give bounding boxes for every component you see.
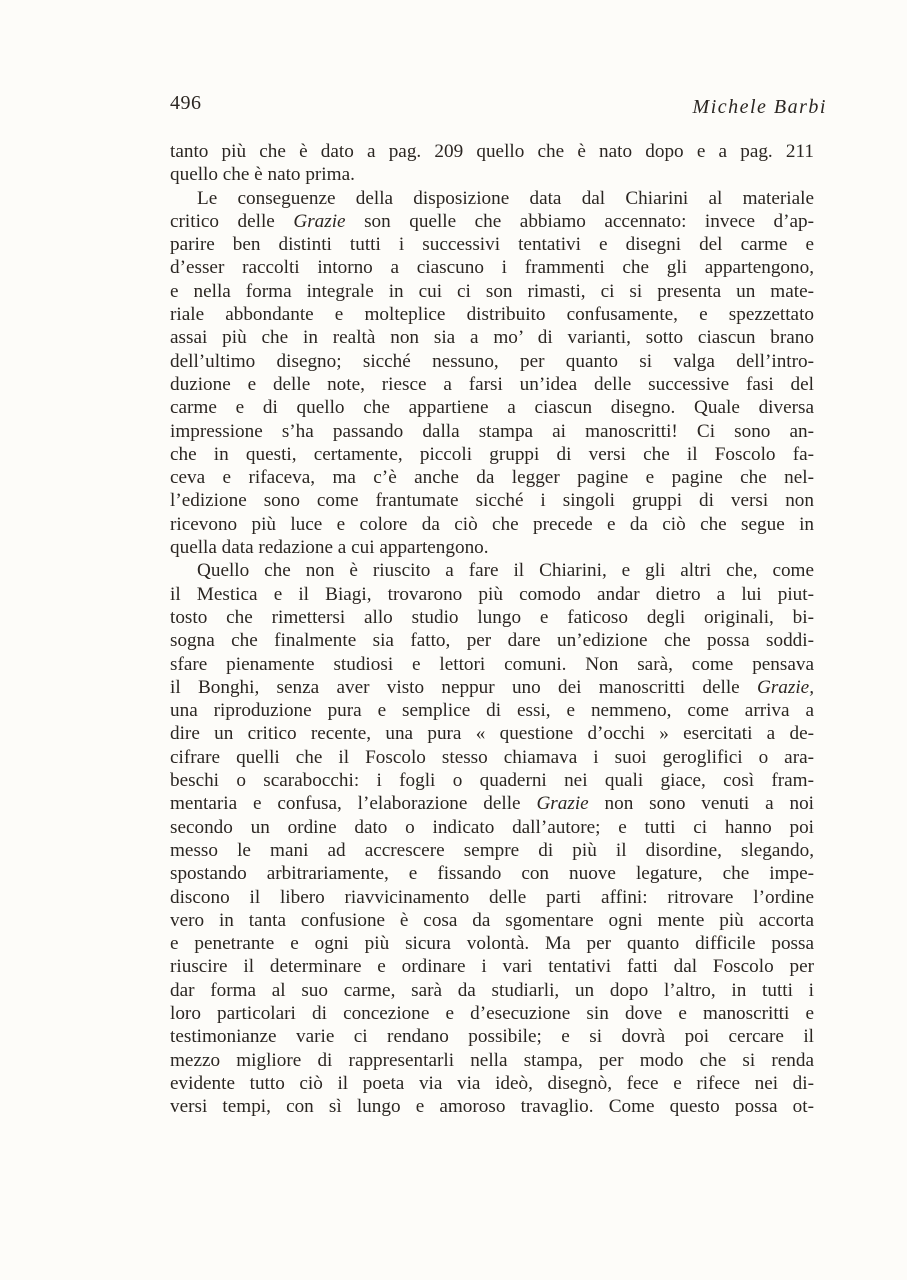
text-segment: duzione e delle note, riesce a farsi un’idea delle successive fasi del — [170, 373, 814, 395]
text-segment: tosto che rimettersi allo studio lungo e faticoso degli originali, bi- — [170, 606, 814, 628]
text-segment: Quello che non è riuscito a fare il Chiarini, e gli altri che, come — [197, 560, 814, 582]
text-line — [170, 1025, 814, 1048]
text-segment: ceva e rifaceva, ma c’è anche da legger pagine e pagine che nel- — [170, 467, 814, 489]
text-line — [170, 746, 814, 769]
text-segment: cifrare quelli che il Foscolo stesso chiamava i suoi geroglifici o ara- — [170, 746, 814, 768]
text-line — [170, 769, 814, 792]
text-segment: ricevono più luce e colore da ciò che precede e da ciò che segue in — [170, 513, 814, 535]
text-segment: evidente tutto ciò il poeta via via ideò, disegnò, fece e rifece nei di- — [170, 1072, 814, 1094]
text-segment: beschi o scarabocchi: i fogli o quaderni nei quali giace, così fram- — [170, 770, 814, 792]
text-segment: spostando arbitrariamente, e fissando con nuove legature, che impe- — [170, 863, 814, 885]
text-line — [170, 536, 814, 559]
page-number: 496 — [170, 92, 202, 114]
text-segment: vero in tanta confusione è cosa da sgomentare ogni mente più accorta — [170, 909, 814, 931]
text-segment: dire un critico recente, una pura « questione d’occhi » esercitati a de- — [170, 723, 814, 745]
text-segment: assai più che in realtà non sia a mo’ di varianti, sotto ciascun brano — [170, 327, 814, 349]
text-line — [170, 466, 814, 489]
text-segment: dar forma al suo carme, sarà da studiarli, un dopo l’altro, in tutti i — [170, 979, 814, 1001]
text-line — [170, 653, 814, 676]
text-segment: testimonianze varie ci rendano possibile; e si dovrà poi cercare il — [170, 1026, 814, 1048]
text-segment: messo le mani ad accrescere sempre di più il disordine, slegando, — [170, 839, 814, 861]
text-segment: dell’ultimo disegno; sicché nessuno, per quanto si valga dell’intro- — [170, 350, 814, 372]
text-line — [170, 886, 814, 909]
text-line — [170, 1095, 814, 1118]
text-line — [170, 792, 814, 815]
text-line — [170, 326, 814, 349]
text-segment: riale abbondante e molteplice distribuito confusamente, e spezzettato — [170, 304, 814, 326]
text-segment: tanto più che è dato a pag. 209 quello che è nato dopo e a pag. 211 — [170, 141, 814, 162]
italic-title: Grazie — [536, 793, 589, 815]
text-segment: e penetrante e ogni più sicura volontà. Ma per quanto difficile possa — [170, 933, 814, 955]
text-segment: non sono venuti a noi — [588, 793, 814, 815]
text-segment: mentaria e confusa, l’elaborazione delle — [170, 793, 537, 815]
text-line — [170, 420, 814, 443]
text-line — [170, 699, 814, 722]
text-segment: discono il libero riavvicinamento delle parti affini: ritrovare l’ordine — [170, 886, 814, 908]
text-line — [170, 280, 814, 303]
text-line — [170, 839, 814, 862]
text-line — [170, 1049, 814, 1072]
text-line — [170, 443, 814, 466]
text-segment: una riproduzione pura e semplice di essi, e nemmeno, come arriva a — [170, 700, 814, 722]
text-segment: versi tempi, con sì lungo e amoroso travaglio. Come questo possa ot- — [170, 1096, 814, 1118]
text-line — [170, 373, 814, 396]
text-segment: d’esser raccolti intorno a ciascuno i frammenti che gli appartengono, — [170, 257, 814, 279]
text-line — [170, 303, 814, 326]
text-segment: quella data redazione a cui appartengono. — [170, 537, 489, 559]
text-segment: carme e di quello che appartiene a ciascun disegno. Quale diversa — [170, 397, 814, 419]
text-line — [170, 233, 814, 256]
text-line — [170, 256, 814, 279]
italic-title: Grazie — [293, 210, 346, 232]
text-line — [170, 816, 814, 839]
running-head: Michele Barbi — [692, 96, 827, 118]
text-segment: l’edizione sono come frantumate sicché i singoli gruppi di versi non — [170, 490, 814, 512]
text-line — [170, 1002, 814, 1025]
body-text — [170, 140, 814, 1118]
text-line — [170, 722, 814, 745]
text-segment: sogna che finalmente sia fatto, per dare un’edizione che possa soddi- — [170, 630, 814, 652]
text-line — [170, 676, 814, 699]
text-line — [170, 606, 814, 629]
text-segment: quello che è nato prima. — [170, 164, 355, 186]
text-line — [170, 513, 814, 536]
text-line — [170, 396, 814, 419]
text-segment: mezzo migliore di rappresentarli nella stampa, per modo che si renda — [170, 1049, 814, 1071]
text-line — [170, 932, 814, 955]
italic-title: Grazie, — [756, 676, 814, 698]
text-line — [170, 583, 814, 606]
text-line — [170, 629, 814, 652]
text-line — [170, 955, 814, 978]
text-line — [170, 862, 814, 885]
text-segment: son quelle che abbiamo accennato: invece d’ap- — [345, 210, 814, 232]
text-segment: loro particolari di concezione e d’esecuzione sin dove e manoscritti e — [170, 1002, 814, 1024]
text-line — [170, 163, 814, 186]
text-segment: il Mestica e il Biagi, trovarono più comodo andar dietro a lui piut- — [170, 583, 814, 605]
text-line — [170, 979, 814, 1002]
text-line — [170, 489, 814, 512]
text-segment: che in questi, certamente, piccoli gruppi di versi che il Foscolo fa- — [170, 443, 814, 465]
text-line — [170, 559, 814, 582]
text-segment: critico delle — [170, 210, 294, 232]
text-segment: e nella forma integrale in cui ci son rimasti, ci si presenta un mate- — [170, 280, 814, 302]
text-line — [170, 909, 814, 932]
text-line — [170, 350, 814, 373]
text-line — [170, 187, 814, 210]
text-line — [170, 1072, 814, 1095]
text-line — [170, 210, 814, 233]
text-segment: impressione s’ha passando dalla stampa ai manoscritti! Ci sono an- — [170, 420, 814, 442]
text-segment: riuscire il determinare e ordinare i vari tentativi fatti dal Foscolo per — [170, 956, 814, 978]
text-segment: sfare pienamente studiosi e lettori comuni. Non sarà, come pensava — [170, 653, 814, 675]
text-line — [170, 140, 814, 163]
text-segment: il Bonghi, senza aver visto neppur uno dei manoscritti delle — [170, 676, 757, 698]
text-segment: secondo un ordine dato o indicato dall’autore; e tutti ci hanno poi — [170, 816, 814, 838]
text-segment: parire ben distinti tutti i successivi tentativi e disegni del carme e — [170, 234, 814, 256]
text-segment: Le conseguenze della disposizione data dal Chiarini al materiale — [197, 187, 814, 209]
